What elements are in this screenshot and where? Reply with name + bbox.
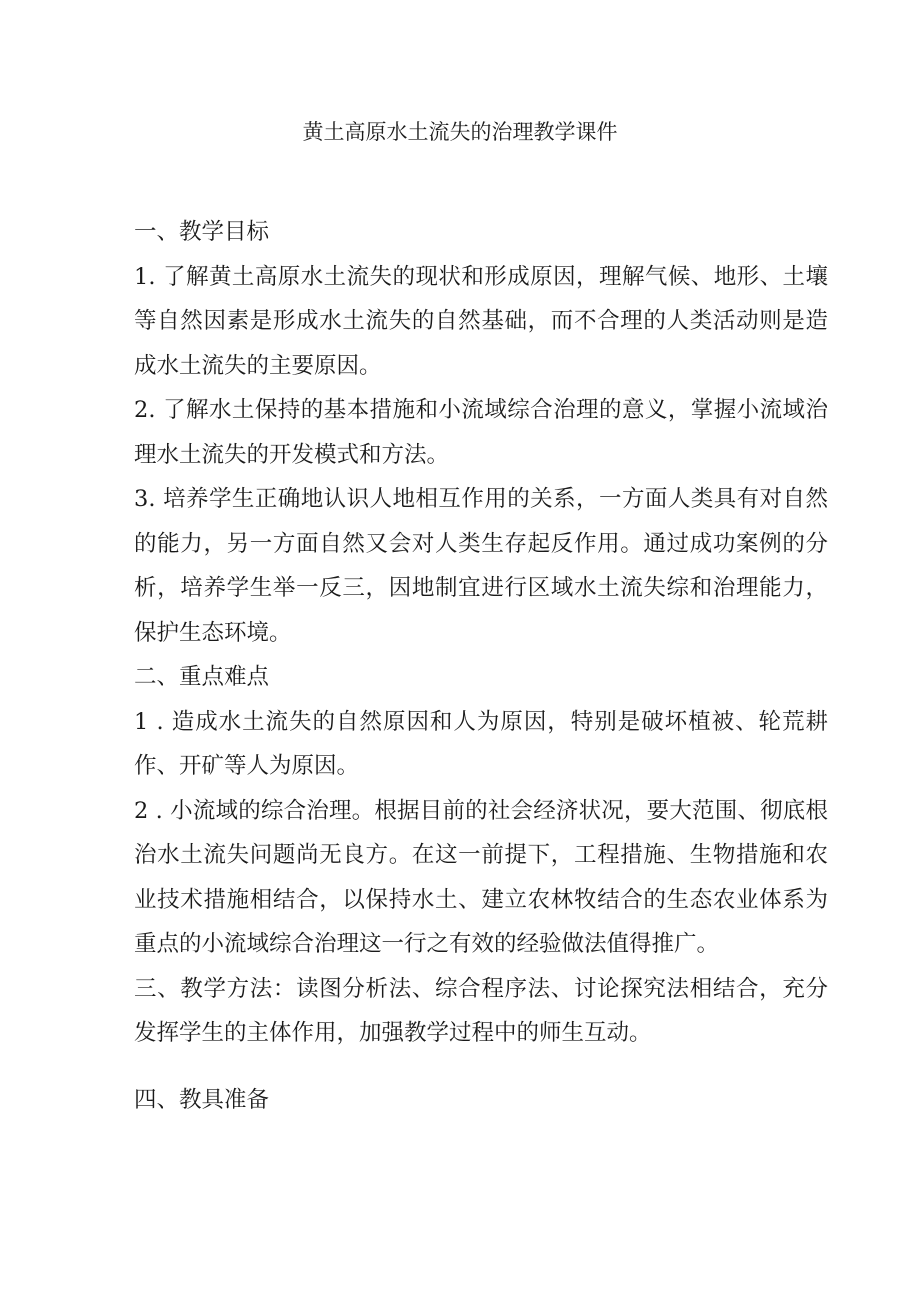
document-body xyxy=(134,210,828,1122)
section-heading-key-points: 二、重点难点 xyxy=(134,664,270,690)
key-point-item-1: 1 . 造成水土流失的自然原因和人为原因，特别是破坏植被、轮荒耕作、开矿等人为原因。 xyxy=(134,708,828,779)
objective-item-3: 3. 培养学生正确地认识人地相互作用的关系，一方面人类具有对自然的能力，另一方面自然又会对人类生存起反作用。通过成功案例的分析，培养学生举一反三，因地制宜进行区域水土流失综和治理能力，保护生态环境。 xyxy=(134,486,828,646)
section-heading-objectives: 一、教学目标 xyxy=(134,219,270,245)
objective-item-2: 2. 了解水土保持的基本措施和小流域综合治理的意义，掌握小流域治理水土流失的开发模式和方法。 xyxy=(134,397,828,468)
section-heading-methods: 三、教学方法：读图分析法、综合程序法、讨论探究法相结合，充分发挥学生的主体作用，加强教学过程中的师生互动。 xyxy=(134,975,828,1046)
paragraph-gap xyxy=(134,1056,828,1078)
section-heading-materials: 四、教具准备 xyxy=(134,1086,270,1113)
key-point-item-2: 2 . 小流域的综合治理。根据目前的社会经济状况，要大范围、彻底根治水土流失问题尚无良方。在这一前提下，工程措施、生物措施和农业技术措施相结合，以保持水土、建立农林牧结合的生态农业体系为重点的小流域综合治理这一行之有效的经验做法值得推广。 xyxy=(134,797,828,957)
objective-item-1: 1. 了解黄土高原水土流失的现状和形成原因，理解气候、地形、土壤等自然因素是形成水土流失的自然基础，而不合理的人类活动则是造成水土流失的主要原因。 xyxy=(134,263,828,379)
document-title: 黄土高原水土流失的治理教学课件 xyxy=(302,120,618,144)
